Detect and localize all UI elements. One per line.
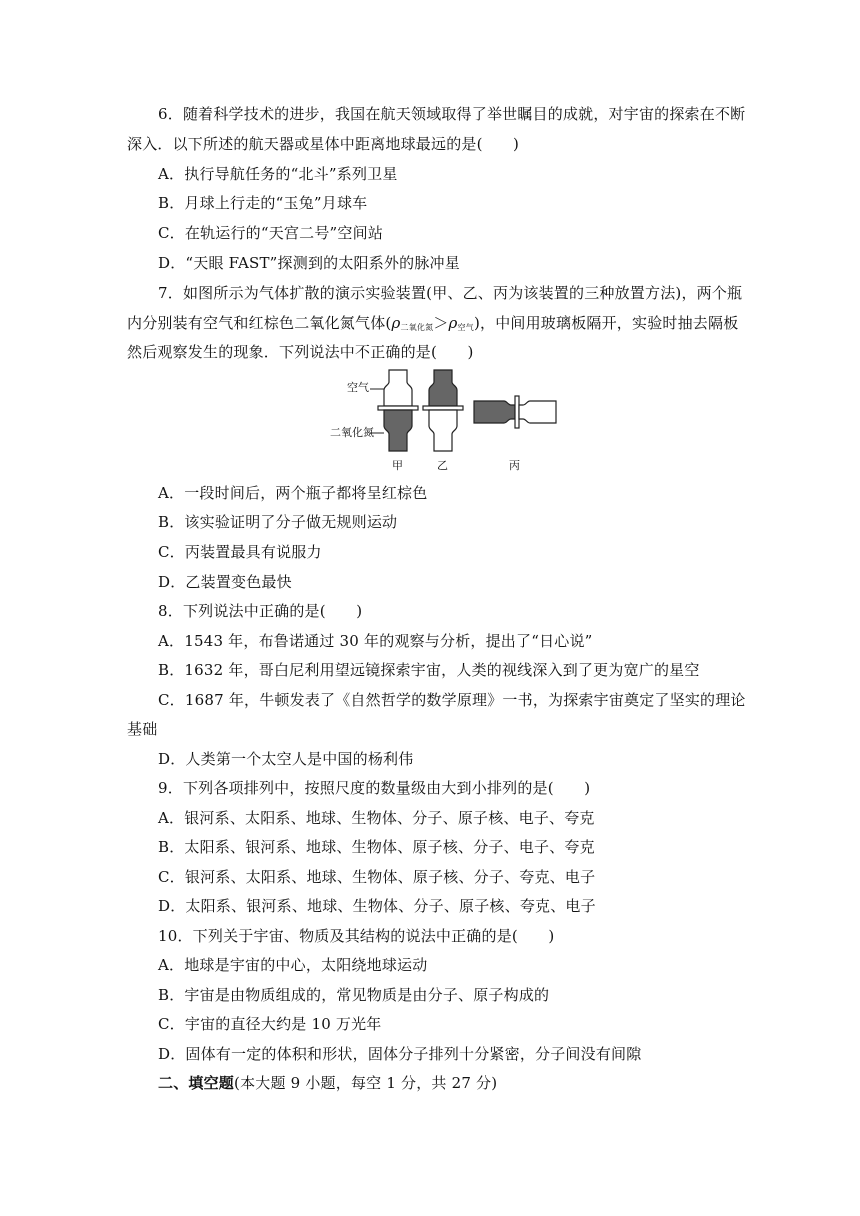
subscript-no2: 二氧化氮 [400, 323, 434, 332]
q9-stem: 9．下列各项排列中，按照尺度的数量级由大到小排列的是( ) [158, 779, 591, 797]
q8-option-c: C．1687 年，牛顿发表了《自然哲学的数学原理》一书，为探索宇宙奠定了坚实的理论 [158, 691, 746, 709]
q7-stem-line2 [127, 313, 738, 338]
subscript-air: 空气 [457, 323, 474, 332]
label-bing: 丙 [509, 459, 520, 472]
q7-option-b: B．该实验证明了分子做无规则运动 [158, 513, 398, 531]
q7-option-c: C．丙装置最具有说服力 [158, 543, 322, 561]
q10-option-a: A．地球是宇宙的中心，太阳绕地球运动 [158, 956, 428, 974]
apparatus-yi [423, 370, 463, 451]
q7-option-a: A．一段时间后，两个瓶子都将呈红棕色 [158, 484, 428, 502]
q9-option-c: C．银河系、太阳系、地球、生物体、原子核、分子、夸克、电子 [158, 868, 596, 886]
q10-stem: 10．下列关于宇宙、物质及其结构的说法中正确的是( ) [158, 927, 555, 945]
rho-symbol-2: ρ [448, 314, 458, 332]
q7-stem-line2-part2: )，中间用玻璃板隔开，实验时抽去隔板 [473, 314, 739, 332]
jia-air-bottle [384, 370, 412, 406]
apparatus-bing [474, 396, 556, 428]
q7-option-d: D．乙装置变色最快 [158, 573, 292, 591]
bing-no2-bottle [474, 401, 515, 423]
yi-air-bottle [429, 410, 457, 451]
label-yi: 乙 [437, 459, 448, 472]
q6-option-c: C．在轨运行的“天宫二号”空间站 [158, 224, 384, 242]
label-jia: 甲 [392, 459, 403, 472]
greater-than-sign: ＞ [433, 314, 449, 332]
jia-glass-plate [378, 406, 418, 410]
apparatus-jia [370, 370, 418, 451]
q6-option-a: A．执行导航任务的“北斗”系列卫星 [158, 165, 398, 183]
diffusion-apparatus-figure [330, 365, 570, 477]
q8-option-c-continued: 基础 [127, 720, 158, 738]
section2-note: (本大题 9 小题，每空 1 分，共 27 分) [234, 1074, 498, 1092]
q8-option-d: D．人类第一个太空人是中国的杨利伟 [158, 750, 414, 768]
bing-air-bottle [519, 401, 556, 423]
q6-stem-line1: 6．随着科学技术的进步，我国在航天领域取得了举世瞩目的成就，对宇宙的探索在不断 [158, 105, 746, 123]
q9-option-a: A．银河系、太阳系、地球、生物体、分子、原子核、电子、夸克 [158, 809, 595, 827]
q8-stem: 8．下列说法中正确的是( ) [158, 602, 363, 620]
q9-option-d: D．太阳系、银河系、地球、生物体、分子、原子核、夸克、电子 [158, 897, 596, 915]
q8-option-b: B．1632 年，哥白尼利用望远镜探索宇宙，人类的视线深入到了更为宽广的星空 [158, 661, 700, 679]
yi-glass-plate [423, 406, 463, 410]
q7-stem-line3: 然后观察发生的现象．下列说法中不正确的是( ) [127, 343, 474, 361]
q7-stem-line2-part1: 内分别装有空气和红棕色二氧化氮气体( [127, 314, 392, 332]
q10-option-b: B．宇宙是由物质组成的，常见物质是由分子、原子构成的 [158, 986, 550, 1004]
q6-stem-line2: 深入．以下所述的航天器或星体中距离地球最远的是( ) [127, 135, 520, 153]
q9-option-b: B．太阳系、银河系、地球、生物体、原子核、分子、电子、夸克 [158, 838, 595, 856]
yi-no2-bottle [429, 370, 457, 406]
q7-stem-line1: 7．如图所示为气体扩散的演示实验装置(甲、乙、丙为该装置的三种放置方法)，两个瓶 [158, 284, 743, 302]
q6-option-b: B．月球上行走的“玉兔”月球车 [158, 194, 368, 212]
section2-heading [158, 1073, 497, 1093]
q6-option-d: D．“天眼 FAST”探测到的太阳系外的脉冲星 [158, 254, 460, 272]
label-no2: 二氧化氮 [330, 426, 374, 439]
jia-no2-bottle [384, 410, 412, 451]
q8-option-a: A．1543 年，布鲁诺通过 30 年的观察与分析，提出了“日心说” [158, 632, 593, 650]
rho-symbol: ρ [391, 314, 401, 332]
q10-option-c: C．宇宙的直径大约是 10 万光年 [158, 1015, 382, 1033]
q10-option-d: D．固体有一定的体积和形状，固体分子排列十分紧密，分子间没有间隙 [158, 1045, 642, 1063]
label-air: 空气 [347, 381, 369, 394]
section2-title: 二、填空题 [158, 1074, 235, 1092]
